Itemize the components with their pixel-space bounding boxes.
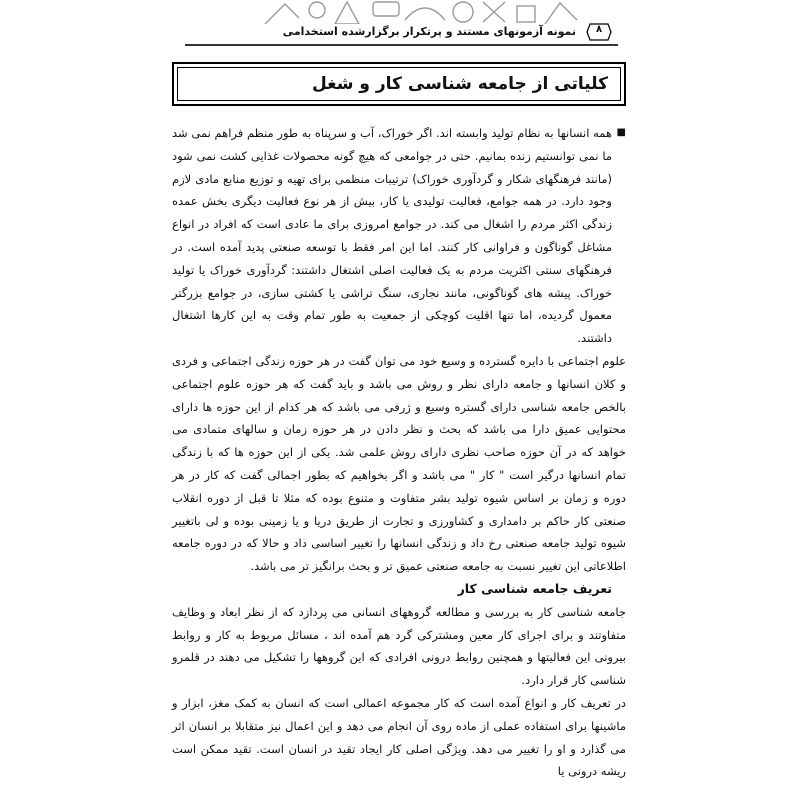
- title-frame-inner: [177, 67, 621, 101]
- paragraph-intro: [172, 122, 626, 350]
- paragraph-intro-text: همه انسانها به نظام تولید وابسته اند. اگر خوراک، آب و سرپناه به طور منظم فراهم نمی شد ما نمی توانستیم زنده بمانیم. حتی در جوامعی که هیچ گونه محصولات غذایی کشت نمی شود (مانند فرهنگهای شکار و گردآوری خوراک) ترتیبات منظمی برای تهیه و توزیع منابع مادی لازم وجود دارد. در همه جوامع، فعالیت تولیدی یا کار، بیش از هر نوع فعالیت دیگری بخش عمده زندگی اکثر مردم را اشغال می کند. در جوامع امروزی برای ما عادی است که افراد در انواع مشاغل گوناگون و فراوانی کار کنند. اما این امر فقط با توسعه صنعتی پدید آمده است. در فرهنگهای سنتی اکثریت مردم به یک فعالیت اصلی اشتغال داشتند: گردآوری خوراک یا تولید خوراک. پیشه های گوناگونی، مانند نجاری، سنگ تراشی یا کشتی سازی، در جوامع بزرگتر معمول گردیده، اما تنها اقلیت کوچکی از جمعیت به طور تمام وقت به این کارها اشتغال داشتند.: [172, 126, 612, 346]
- bullet-icon: ■: [616, 127, 626, 138]
- paragraph-social-sciences: علوم اجتماعی با دایره گسترده و وسیع خود می توان گفت در هر حوزه زندگی اجتماعی و فردی و کلان انسانها و جامعه دارای نظر و روش می باشد و باید گفت که هر حوزه علوم اجتماعی بالخص جامعه شناسی دارای گستره وسیع و ژرفی می باشد که هر کدام از این حوزه ها دارای محتوایی عمیق دارا می باشد که بحث و نظر دادن در هر حوزه زمان و سالهای متمادی می خواهد که در آن حوزه صاحب نظری دارای روش علمی شد. یکی از این حوزه ها که با زندگی تمام انسانها درگیر است " کار " می باشد و اگر بخواهیم که بطور اجمالی گفت که کار در هر دوره و زمان بر اساس شیوه تولید بشر متفاوت و متنوع بوده که مثلا تا قبل از دوره انقلاب صنعتی کار حاکم بر دامداری و کشاورزی و تجارت از طریق دریا و یا زمینی بوده و لی باتغییر شیوه تولید جامعه صنعتی رخ داد و زندگی انسانها را تغییر اساسی داد و حالا که در دوره جامعه اطلاعاتی این تغییر نسبت به جامعه صنعتی عمیق تر و بحث برانگیز تر می باشد.: [172, 353, 626, 574]
- header-illustration: [255, 0, 585, 24]
- running-title: نمونه آزمونهای مستند و پرتکرار برگزارشده استخدامی: [282, 25, 576, 38]
- page-title: کلیاتی از جامعه شناسی کار و شغل: [312, 74, 608, 94]
- title-frame: [172, 62, 626, 106]
- tools-illustration-icon: [255, 0, 585, 24]
- paragraph-definition: جامعه شناسی کار به بررسی و مطالعه گروههای انسانی می پردازد که از نظر ابعاد و وظایف متفاوتند و برای اجرای کار معین ومشترکی گرد هم آمده اند ، مسائل مربوط به کار و روابط بیرونی این فعالیتها و همچنین روابط درونی افرادی که این گروهها را تشکیل می دهند در قلمرو شناسی کار قرار دارد.: [172, 604, 626, 688]
- page-number: ٨: [595, 24, 603, 35]
- paragraph-work-definition: در تعریف کار و انواع آمده است که کار مجموعه اعمالی است که انسان به کمک مغز، ابزار و ماشینها برای استفاده عملی از ماده روی آن انجام می دهد و این اعمال نیز متقابلا بر انسان اثر می گذارد و او را تغییر می دهد. ویژگی اصلی کار ایجاد تقید در انسان است. تقید ممکن است ریشه درونی یا: [172, 695, 626, 779]
- subheading-definition: تعریف جامعه شناسی کار: [457, 580, 612, 596]
- running-header: [185, 22, 618, 46]
- body-text: [172, 122, 626, 783]
